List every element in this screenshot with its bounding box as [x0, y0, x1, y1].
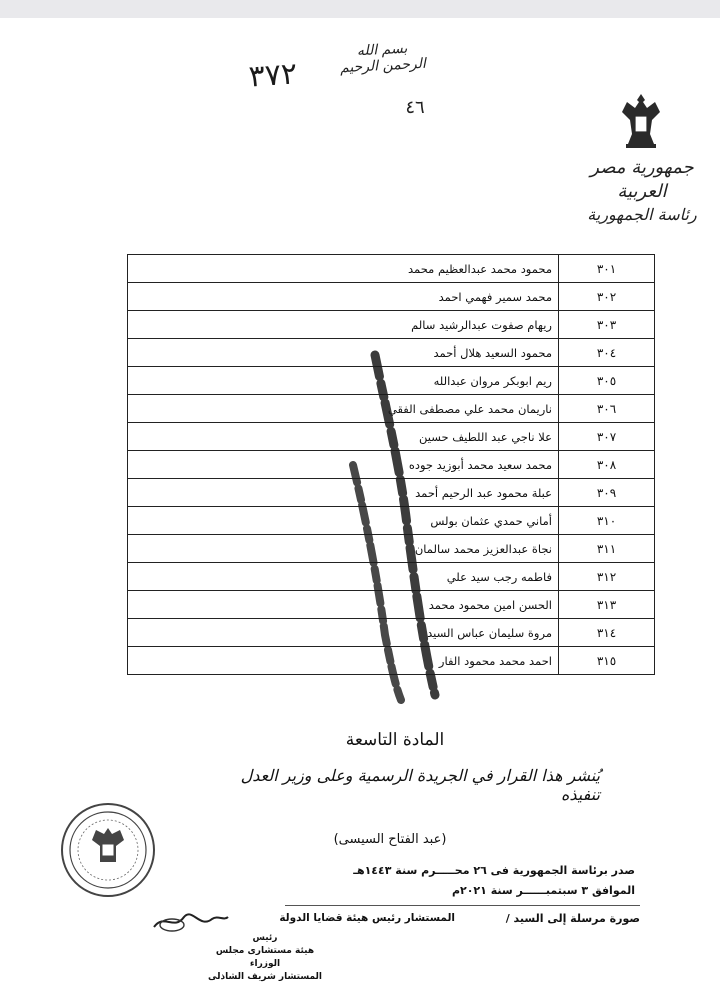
recipient-title: المستشار رئيس هيئة قضايا الدولة	[279, 912, 455, 924]
table-row	[128, 619, 655, 647]
presidency-name: رئاسة الجمهورية	[587, 205, 697, 224]
person-name: ريهام صفوت عبدالرشيد سالم	[128, 311, 559, 339]
person-name: نجاة عبدالعزيز محمد سالمان	[128, 535, 559, 563]
issuance-date-gregorian: الموافق ٣ سبتمبــــــر سنة ٢٠٢١م	[451, 884, 635, 897]
article-body: يُنشر هذا القرار في الجريدة الرسمية وعلى وزير العدل تنفيذه	[240, 766, 600, 804]
person-name: عبلة محمود عبد الرحيم أحمد	[128, 479, 559, 507]
person-name: علا ناجي عبد اللطيف حسين	[128, 423, 559, 451]
person-name: احمد محمد محمود الفار	[128, 647, 559, 675]
row-number: ٣١١	[559, 535, 655, 563]
person-name: محمد سعيد محمد أبوزيد جوده	[128, 451, 559, 479]
table-row	[128, 255, 655, 283]
row-number: ٣٠٥	[559, 367, 655, 395]
article-title: المادة التاسعة	[345, 730, 445, 750]
table-row	[128, 563, 655, 591]
person-name: أماني حمدي عثمان بولس	[128, 507, 559, 535]
table-row	[128, 367, 655, 395]
row-number: ٣٠٢	[559, 283, 655, 311]
page-number: ٤٦	[405, 97, 425, 118]
row-number: ٣٠١	[559, 255, 655, 283]
scan-top-band	[0, 0, 720, 18]
signature-name: المستشار شريف الشاذلى	[208, 972, 322, 982]
signature-body: هيئة مستشارى مجلس الوزراء	[215, 946, 315, 969]
table-row	[128, 339, 655, 367]
presidency-seal-icon	[58, 800, 158, 900]
person-name: محمود السعيد هلال أحمد	[128, 339, 559, 367]
row-number: ٣٠٩	[559, 479, 655, 507]
person-name: الحسن امين محمود محمد	[128, 591, 559, 619]
table-row	[128, 395, 655, 423]
row-number: ٣١٣	[559, 591, 655, 619]
row-number: ٣٠٧	[559, 423, 655, 451]
names-table	[127, 254, 655, 675]
row-number: ٣١٥	[559, 647, 655, 675]
row-number: ٣٠٨	[559, 451, 655, 479]
person-name: مروة سليمان عباس السيد	[128, 619, 559, 647]
person-name: ريم ابوبكر مروان عبدالله	[128, 367, 559, 395]
table-row	[128, 591, 655, 619]
table-row	[128, 507, 655, 535]
table-row	[128, 479, 655, 507]
letterhead	[582, 156, 702, 226]
table-row	[128, 283, 655, 311]
row-number: ٣١٤	[559, 619, 655, 647]
president-name: (عبد الفتاح السيسى)	[333, 832, 447, 847]
eagle-emblem-icon	[620, 90, 662, 150]
table-row	[128, 535, 655, 563]
basmala: بسم الله الرحمن الرحيم	[339, 40, 427, 77]
person-name: محمود محمد عبدالعظيم محمد	[128, 255, 559, 283]
row-number: ٣١٢	[559, 563, 655, 591]
person-name: محمد سمير فهمي احمد	[128, 283, 559, 311]
copy-sent-to: صورة مرسلة إلى السيد /	[505, 912, 640, 925]
person-name: فاطمه رجب سيد علي	[128, 563, 559, 591]
signature-title: رئيس	[252, 933, 278, 943]
row-number: ٣٠٣	[559, 311, 655, 339]
row-number: ٣٠٦	[559, 395, 655, 423]
table-row	[128, 647, 655, 675]
row-number: ٣١٠	[559, 507, 655, 535]
person-name: ناريمان محمد علي مصطفى الفقي	[128, 395, 559, 423]
document-number: ٣٧٢	[247, 56, 299, 95]
divider	[285, 905, 640, 906]
handwritten-signature	[150, 905, 230, 935]
issuance-date-hijri: صدر برئاسة الجمهورية فى ٢٦ محـــــرم سنة ١٤٤٣هـ	[353, 864, 635, 877]
table-row	[128, 451, 655, 479]
table-row	[128, 423, 655, 451]
republic-name: جمهورية مصر العربية	[590, 157, 694, 202]
table-row	[128, 311, 655, 339]
signature-block	[205, 932, 325, 984]
row-number: ٣٠٤	[559, 339, 655, 367]
